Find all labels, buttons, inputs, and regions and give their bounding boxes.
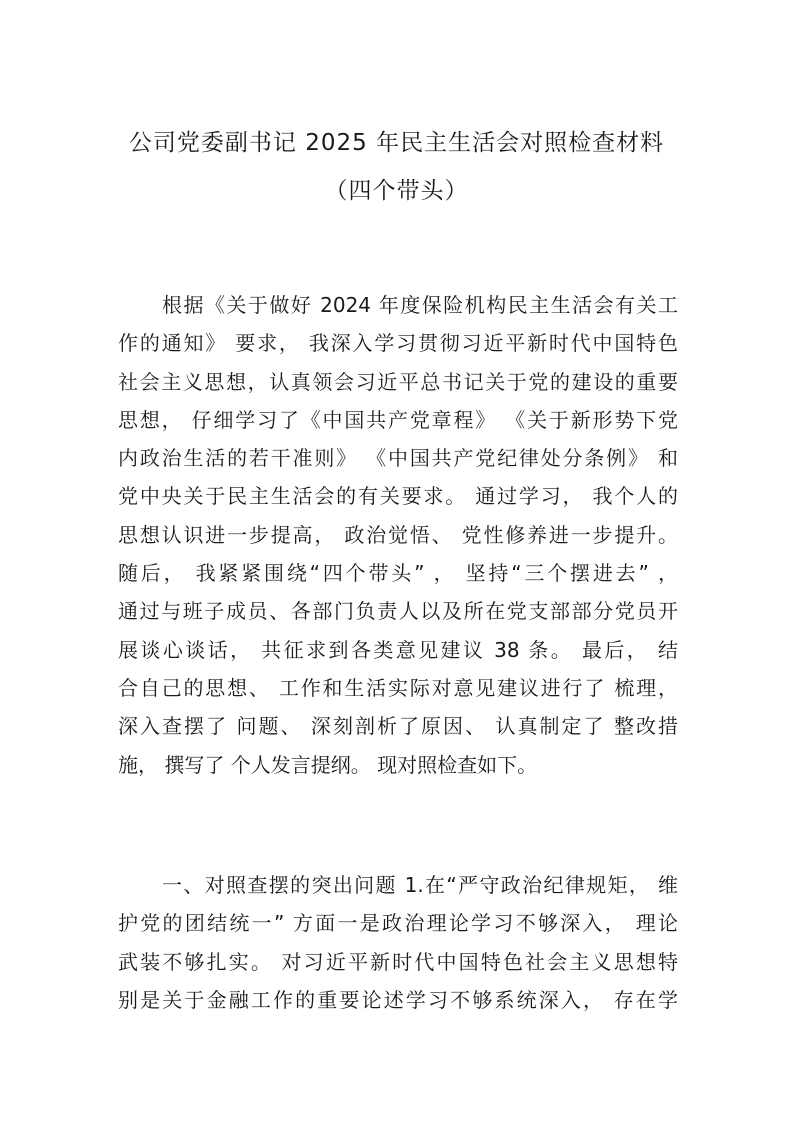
text-line: 党中央关于民主生活会的有关要求。 通过学习， 我个人的 (118, 484, 678, 509)
text-line: 展谈心谈话， 共征求到各类意见建议 38 条。 最后， 结 (118, 637, 678, 662)
document-subtitle: （四个带头） (324, 178, 469, 204)
text-line: 深入查摆了 问题、 深刻剖析了原因、 认真制定了 整改措 (118, 714, 678, 739)
text-line: 社会主义思想，认真领会习近平总书记关于党的建设的重要 (118, 369, 678, 394)
text-line: 随后， 我紧紧围绕“四个带头” ， 坚持“三个摆进去” ， (118, 561, 678, 586)
text-line: 根据《关于做好 2024 年度保险机构民主生活会有关工 (162, 293, 678, 317)
text-line: 思想， 仔细学习了《中国共产党章程》 《关于新形势下党 (118, 407, 678, 432)
text-line: 施， 撰写了 个人发言提纲。 现对照检查如下。 (118, 752, 538, 777)
document-title: 公司党委副书记 2025 年民主生活会对照检查材料 (128, 130, 665, 156)
paragraph-intro (118, 286, 678, 784)
text-line: 通过与班子成员、各部门负责人以及所在党支部部分党员开 (118, 599, 678, 624)
text-line: 内政治生活的若干准则》 《中国共产党纪律处分条例》 和 (118, 446, 678, 471)
text-line: 思想认识进一步提高， 政治觉悟、 党性修养进一步提升。 (118, 522, 678, 547)
paragraph-problems (118, 866, 678, 1019)
text-line: 护党的团结统一” 方面一是政治理论学习不够深入， 理论 (118, 911, 678, 936)
text-line: 作的通知》 要求， 我深入学习贯彻习近平新时代中国特色 (118, 331, 678, 356)
text-line: 一、对照查摆的突出问题 1.在“严守政治纪律规矩， 维 (162, 873, 678, 897)
text-line: 合自己的思想、 工作和生活实际对意见建议进行了 梳理， (118, 675, 678, 700)
text-line: 别是关于金融工作的重要论述学习不够系统深入， 存在学 (118, 987, 678, 1012)
text-line: 武装不够扎实。 对习近平新时代中国特色社会主义思想特 (118, 949, 678, 974)
